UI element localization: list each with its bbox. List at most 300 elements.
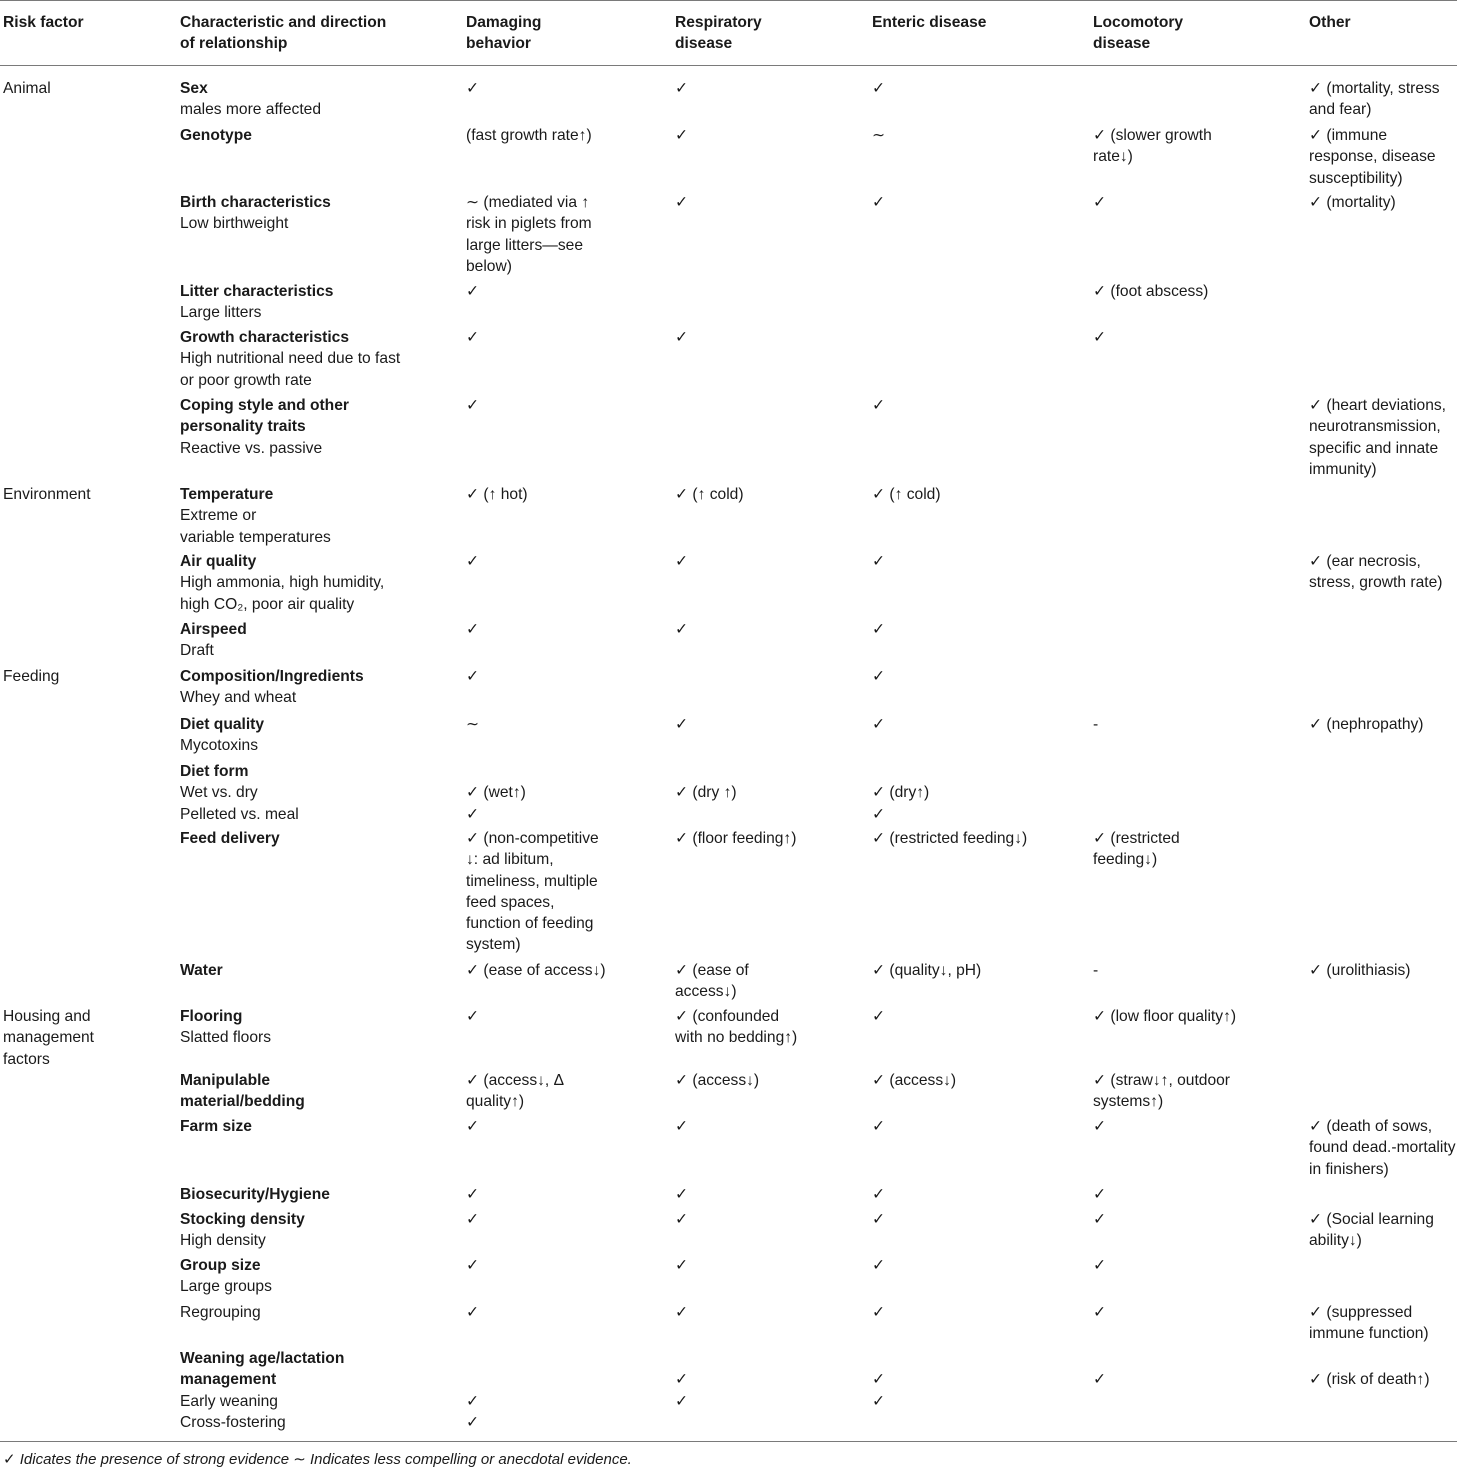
cell-text: ✓ bbox=[466, 1257, 480, 1274]
enteric-disease-cell bbox=[872, 619, 1082, 640]
respiratory-disease-cell bbox=[675, 761, 860, 804]
cell-text: ✓ bbox=[1093, 329, 1107, 346]
risk-factor-cell bbox=[3, 1006, 163, 1070]
cell-text: ✓ bbox=[675, 329, 689, 346]
cell-text: found dead.-mortality bbox=[1309, 1139, 1456, 1157]
cell-text: ✓ (floor feeding↑) bbox=[675, 830, 797, 847]
enteric-disease-cell bbox=[872, 1070, 1082, 1091]
cell-text: ✓ bbox=[466, 1392, 480, 1410]
cell-text: ✓ bbox=[466, 80, 480, 97]
cell-text: ✓ bbox=[466, 1008, 480, 1025]
risk-factor-cell bbox=[3, 666, 163, 687]
cell-text: ✓ bbox=[675, 1257, 689, 1274]
cell-heading-text: Temperature bbox=[180, 486, 274, 503]
cell-text: ✓ bbox=[466, 329, 480, 346]
cell-text: ✓ (access↓) bbox=[872, 1072, 957, 1089]
characteristic-cell bbox=[180, 551, 460, 615]
locomotory-disease-cell bbox=[1093, 327, 1298, 348]
respiratory-disease-cell bbox=[675, 1070, 860, 1091]
respiratory-disease-cell bbox=[675, 327, 860, 348]
cell-text: immune function) bbox=[1309, 1325, 1429, 1343]
characteristic-cell bbox=[180, 1006, 460, 1049]
cell-text: ✓ bbox=[1093, 194, 1107, 211]
characteristic-cell bbox=[180, 395, 460, 459]
enteric-disease-cell bbox=[872, 1209, 1082, 1230]
cell-heading-text: Manipulable bbox=[180, 1072, 271, 1089]
cell-heading-text: Water bbox=[180, 962, 223, 979]
locomotory-disease-cell bbox=[1093, 1348, 1298, 1391]
cell-text: ✓ bbox=[872, 1304, 886, 1321]
other-cell bbox=[1309, 125, 1457, 189]
enteric-disease-cell bbox=[872, 761, 1082, 825]
cell-text: ✓ (↑ cold) bbox=[675, 486, 744, 503]
cell-text: neurotransmission, bbox=[1309, 418, 1441, 436]
respiratory-disease-cell bbox=[675, 828, 860, 849]
cell-text: large litters—see bbox=[466, 236, 583, 254]
cell-heading-text: Airspeed bbox=[180, 621, 247, 638]
cell-text: ✓ (suppressed bbox=[1309, 1304, 1413, 1321]
cell-heading-text: Farm size bbox=[180, 1118, 252, 1135]
cell-text: Housing and bbox=[3, 1008, 91, 1025]
cell-heading-text: Feed delivery bbox=[180, 830, 280, 847]
characteristic-cell bbox=[180, 1070, 460, 1113]
cell-text: ∼ bbox=[872, 127, 886, 144]
bottom-rule bbox=[0, 1441, 1457, 1442]
cell-text: with no bedding↑) bbox=[675, 1029, 798, 1047]
cell-text: in finishers) bbox=[1309, 1160, 1389, 1178]
cell-text: ✓ (wet↑) bbox=[466, 784, 526, 802]
damaging-behavior-cell bbox=[466, 1302, 666, 1323]
characteristic-cell bbox=[180, 327, 460, 391]
enteric-disease-cell bbox=[872, 1184, 1082, 1205]
cell-text bbox=[466, 761, 666, 782]
cell-text: Early weaning bbox=[180, 1392, 278, 1410]
enteric-disease-cell bbox=[872, 960, 1082, 981]
cell-heading-text: Sex bbox=[180, 80, 208, 97]
cell-text: ✓ bbox=[1093, 1257, 1107, 1274]
cell-heading-text: material/bedding bbox=[180, 1093, 305, 1111]
cell-text: ✓ bbox=[872, 397, 886, 414]
cell-text: males more affected bbox=[180, 101, 321, 119]
cell-text bbox=[872, 761, 1082, 782]
cell-text: ✓ (slower growth bbox=[1093, 127, 1212, 144]
cell-text: - bbox=[1093, 716, 1099, 733]
cell-text: ✓ bbox=[1093, 1118, 1107, 1135]
enteric-disease-cell bbox=[872, 395, 1082, 416]
characteristic-cell bbox=[180, 1116, 460, 1137]
characteristic-cell bbox=[180, 960, 460, 981]
cell-text: below) bbox=[466, 257, 512, 275]
respiratory-disease-cell bbox=[675, 1116, 860, 1137]
locomotory-disease-cell bbox=[1093, 1006, 1298, 1027]
respiratory-disease-cell bbox=[675, 551, 860, 572]
cell-heading-text: Genotype bbox=[180, 127, 252, 144]
other-cell bbox=[1309, 192, 1457, 213]
enteric-disease-cell bbox=[872, 192, 1082, 213]
cell-text: function of feeding bbox=[466, 915, 594, 933]
damaging-behavior-cell bbox=[466, 281, 666, 302]
characteristic-cell bbox=[180, 78, 460, 121]
respiratory-disease-cell bbox=[675, 192, 860, 213]
cell-text: ✓ (ease of bbox=[675, 962, 749, 979]
cell-text: ✓ bbox=[466, 1304, 480, 1321]
cell-text: ∼ (mediated via ↑ bbox=[466, 194, 590, 211]
cell-text: ✓ (ease of access↓) bbox=[466, 962, 606, 979]
cell-text: ✓ bbox=[675, 716, 689, 733]
cell-text: ✓ bbox=[466, 1118, 480, 1135]
other-cell bbox=[1309, 78, 1457, 121]
characteristic-cell bbox=[180, 1348, 460, 1433]
cell-text: ✓ (↑ cold) bbox=[872, 486, 941, 503]
cell-text: ✓ bbox=[872, 716, 886, 733]
cell-text: ✓ (risk of death↑) bbox=[1309, 1371, 1430, 1389]
other-cell bbox=[1309, 1116, 1457, 1180]
cell-text: ✓ bbox=[1093, 1371, 1107, 1389]
cell-text: Low birthweight bbox=[180, 215, 289, 233]
cell-text: (fast growth rate↑) bbox=[466, 127, 592, 144]
locomotory-disease-cell bbox=[1093, 960, 1298, 981]
cell-text: ✓ (ear necrosis, bbox=[1309, 553, 1421, 570]
cell-text: ✓ bbox=[872, 1371, 886, 1389]
enteric-disease-cell bbox=[872, 1302, 1082, 1323]
cell-text: ✓ bbox=[1093, 1186, 1107, 1203]
cell-text: ✓ (urolithiasis) bbox=[1309, 962, 1411, 979]
cell-text bbox=[1309, 1348, 1457, 1369]
cell-text: quality↑) bbox=[466, 1093, 525, 1111]
cell-text: system) bbox=[466, 936, 521, 954]
damaging-behavior-cell bbox=[466, 192, 666, 277]
cell-text: factors bbox=[3, 1050, 50, 1068]
cell-text: ✓ bbox=[675, 1211, 689, 1228]
damaging-behavior-cell bbox=[466, 551, 666, 572]
damaging-behavior-cell bbox=[466, 761, 666, 825]
damaging-behavior-cell bbox=[466, 1070, 666, 1113]
damaging-behavior-cell bbox=[466, 666, 666, 687]
locomotory-disease-cell bbox=[1093, 1070, 1298, 1113]
cell-text: immunity) bbox=[1309, 460, 1377, 478]
cell-text: ✓ (low floor quality↑) bbox=[1093, 1008, 1237, 1025]
cell-text bbox=[872, 1348, 1082, 1369]
enteric-disease-cell bbox=[872, 1348, 1082, 1412]
cell-text: systems↑) bbox=[1093, 1093, 1164, 1111]
damaging-behavior-cell bbox=[466, 619, 666, 640]
respiratory-disease-cell bbox=[675, 1184, 860, 1205]
respiratory-disease-cell bbox=[675, 1348, 860, 1412]
cell-text: ✓ bbox=[466, 283, 480, 300]
locomotory-disease-cell bbox=[1093, 828, 1298, 871]
characteristic-cell bbox=[180, 1184, 460, 1205]
cell-text: High ammonia, high humidity, bbox=[180, 574, 385, 592]
enteric-disease-cell bbox=[872, 828, 1082, 849]
header-rule bbox=[0, 65, 1457, 66]
cell-text: and fear) bbox=[1309, 101, 1372, 119]
damaging-behavior-cell bbox=[466, 327, 666, 348]
enteric-disease-cell bbox=[872, 1255, 1082, 1276]
cell-text: Whey and wheat bbox=[180, 689, 297, 707]
cell-text: Extreme or bbox=[180, 507, 257, 525]
cell-text: ✓ (dry↑) bbox=[872, 784, 930, 802]
cell-text: ✓ (nephropathy) bbox=[1309, 716, 1424, 733]
cell-text: ✓ bbox=[872, 668, 886, 685]
cell-text: ✓ bbox=[675, 1371, 689, 1389]
respiratory-disease-cell bbox=[675, 1006, 860, 1049]
cell-text: Cross-fostering bbox=[180, 1413, 286, 1431]
enteric-disease-cell bbox=[872, 666, 1082, 687]
cell-text bbox=[675, 1348, 860, 1369]
cell-text: ✓ bbox=[675, 621, 689, 638]
cell-text: ✓ bbox=[872, 194, 886, 211]
cell-text: ✓ bbox=[675, 553, 689, 570]
cell-heading-text: Diet form bbox=[180, 763, 249, 780]
cell-text: ✓ bbox=[466, 805, 480, 823]
cell-text: ✓ (↑ hot) bbox=[466, 486, 528, 503]
header-locomotory-disease: Locomotory disease bbox=[1093, 14, 1184, 53]
cell-text: ✓ (straw↓↑, outdoor bbox=[1093, 1072, 1230, 1089]
cell-text: ✓ bbox=[675, 1392, 689, 1410]
cell-heading-text: Group size bbox=[180, 1257, 261, 1274]
cell-text bbox=[466, 1348, 666, 1369]
locomotory-disease-cell bbox=[1093, 1302, 1298, 1323]
cell-text: timeliness, multiple bbox=[466, 872, 598, 890]
characteristic-cell bbox=[180, 1255, 460, 1298]
cell-text: - bbox=[1093, 962, 1099, 979]
cell-text: ✓ bbox=[872, 80, 886, 97]
locomotory-disease-cell bbox=[1093, 125, 1298, 168]
damaging-behavior-cell bbox=[466, 714, 666, 735]
damaging-behavior-cell bbox=[466, 1184, 666, 1205]
cell-text: ✓ bbox=[1093, 1211, 1107, 1228]
cell-heading-text: Diet quality bbox=[180, 716, 265, 733]
cell-text: ✓ (immune bbox=[1309, 127, 1388, 144]
cell-text: access↓) bbox=[675, 983, 737, 1001]
risk-factor-cell bbox=[3, 484, 163, 505]
cell-text: ✓ (non-competitive bbox=[466, 830, 599, 847]
cell-text: feeding↓) bbox=[1093, 851, 1158, 869]
damaging-behavior-cell bbox=[466, 1348, 666, 1433]
cell-text: ✓ bbox=[872, 1118, 886, 1135]
cell-heading-text: management bbox=[180, 1371, 277, 1389]
characteristic-cell bbox=[180, 666, 460, 709]
respiratory-disease-cell bbox=[675, 619, 860, 640]
header-characteristic: Characteristic and direction of relationship bbox=[180, 14, 387, 53]
locomotory-disease-cell bbox=[1093, 1184, 1298, 1205]
cell-text: ✓ (access↓, Δ bbox=[466, 1072, 565, 1089]
cell-text: ✓ bbox=[1093, 1304, 1107, 1321]
cell-text: Large groups bbox=[180, 1278, 272, 1296]
cell-text: ✓ (Social learning bbox=[1309, 1211, 1434, 1228]
cell-text: Pelleted vs. meal bbox=[180, 805, 299, 823]
characteristic-cell bbox=[180, 1209, 460, 1252]
cell-text bbox=[1093, 1348, 1298, 1369]
respiratory-disease-cell bbox=[675, 78, 860, 99]
cell-text: Feeding bbox=[3, 668, 60, 685]
cell-text: High density bbox=[180, 1232, 266, 1250]
cell-text: high CO₂, poor air quality bbox=[180, 595, 355, 613]
damaging-behavior-cell bbox=[466, 960, 666, 981]
characteristic-cell bbox=[180, 125, 460, 146]
characteristic-cell bbox=[180, 192, 460, 235]
cell-text: Slatted floors bbox=[180, 1029, 272, 1047]
cell-text: ✓ (confounded bbox=[675, 1008, 780, 1025]
damaging-behavior-cell bbox=[466, 828, 666, 956]
cell-text: Reactive vs. passive bbox=[180, 439, 323, 457]
characteristic-cell bbox=[180, 281, 460, 324]
cell-text: ✓ bbox=[675, 1118, 689, 1135]
cell-text: ✓ (access↓) bbox=[675, 1072, 760, 1089]
cell-text: ✓ bbox=[872, 805, 886, 823]
cell-text: stress, growth rate) bbox=[1309, 574, 1443, 592]
cell-text: response, disease bbox=[1309, 148, 1436, 166]
characteristic-cell bbox=[180, 484, 460, 548]
cell-text: ✓ bbox=[466, 1211, 480, 1228]
cell-text: ✓ bbox=[872, 553, 886, 570]
cell-text: ✓ (mortality, stress bbox=[1309, 80, 1440, 97]
damaging-behavior-cell bbox=[466, 125, 666, 146]
respiratory-disease-cell bbox=[675, 960, 860, 1003]
cell-text: Animal bbox=[3, 80, 51, 97]
cell-heading-text: Composition/Ingredients bbox=[180, 668, 364, 685]
cell-text: ✓ (dry ↑) bbox=[675, 784, 737, 802]
enteric-disease-cell bbox=[872, 714, 1082, 735]
cell-heading-text: personality traits bbox=[180, 418, 306, 436]
cell-heading-text: Birth characteristics bbox=[180, 194, 331, 211]
cell-text: ✓ (mortality) bbox=[1309, 194, 1396, 211]
cell-heading-text: Biosecurity/Hygiene bbox=[180, 1186, 330, 1203]
cell-heading-text: Litter characteristics bbox=[180, 283, 334, 300]
cell-text: ↓: ad libitum, bbox=[466, 851, 554, 869]
cell-text: ✓ bbox=[466, 668, 480, 685]
cell-text: ✓ bbox=[466, 621, 480, 638]
characteristic-cell bbox=[180, 761, 460, 825]
respiratory-disease-cell bbox=[675, 1255, 860, 1276]
enteric-disease-cell bbox=[872, 125, 1082, 146]
header-respiratory-disease: Respiratory disease bbox=[675, 14, 762, 53]
table-footnote: ✓ Idicates the presence of strong evidence ∼ Indicates less compelling or anecdotal evidence. bbox=[3, 1451, 632, 1468]
locomotory-disease-cell bbox=[1093, 1209, 1298, 1230]
cell-text: ✓ (restricted feeding↓) bbox=[872, 830, 1028, 847]
cell-text: specific and innate bbox=[1309, 439, 1439, 457]
respiratory-disease-cell bbox=[675, 484, 860, 505]
cell-heading-text: Air quality bbox=[180, 553, 257, 570]
enteric-disease-cell bbox=[872, 551, 1082, 572]
damaging-behavior-cell bbox=[466, 1006, 666, 1027]
respiratory-disease-cell bbox=[675, 1209, 860, 1230]
cell-text: High nutritional need due to fast bbox=[180, 350, 401, 368]
cell-text: ✓ (quality↓, pH) bbox=[872, 962, 982, 979]
cell-heading-text: Growth characteristics bbox=[180, 329, 349, 346]
cell-text: management bbox=[3, 1029, 95, 1047]
cell-heading-text: Coping style and other bbox=[180, 397, 349, 414]
cell-text: ✓ bbox=[675, 1186, 689, 1203]
cell-heading-text: Weaning age/lactation bbox=[180, 1350, 345, 1367]
cell-text: variable temperatures bbox=[180, 528, 331, 546]
characteristic-cell bbox=[180, 619, 460, 662]
respiratory-disease-cell bbox=[675, 1302, 860, 1323]
cell-text: ✓ bbox=[872, 1186, 886, 1203]
other-cell bbox=[1309, 1209, 1457, 1252]
characteristic-cell bbox=[180, 714, 460, 757]
locomotory-disease-cell bbox=[1093, 1116, 1298, 1137]
cell-heading-text: Flooring bbox=[180, 1008, 243, 1025]
damaging-behavior-cell bbox=[466, 78, 666, 99]
top-rule bbox=[0, 0, 1457, 1]
cell-text: ✓ bbox=[675, 1304, 689, 1321]
risk-factor-cell bbox=[3, 78, 163, 99]
locomotory-disease-cell bbox=[1093, 281, 1298, 302]
cell-heading-text: Stocking density bbox=[180, 1211, 305, 1228]
cell-text: ✓ bbox=[872, 1257, 886, 1274]
cell-text: or poor growth rate bbox=[180, 371, 312, 389]
cell-text: risk in piglets from bbox=[466, 215, 592, 233]
damaging-behavior-cell bbox=[466, 395, 666, 416]
locomotory-disease-cell bbox=[1093, 192, 1298, 213]
header-damaging-behavior: Damaging behavior bbox=[466, 14, 542, 53]
other-cell bbox=[1309, 395, 1457, 480]
header-risk-factor: Risk factor bbox=[3, 14, 84, 31]
cell-text: ✓ bbox=[872, 1392, 886, 1410]
cell-text: ✓ (death of sows, bbox=[1309, 1118, 1433, 1135]
locomotory-disease-cell bbox=[1093, 1255, 1298, 1276]
cell-text: Draft bbox=[180, 642, 214, 660]
cell-text: Mycotoxins bbox=[180, 737, 258, 755]
damaging-behavior-cell bbox=[466, 1255, 666, 1276]
cell-text: ✓ bbox=[872, 1008, 886, 1025]
cell-text: Wet vs. dry bbox=[180, 784, 258, 802]
other-cell bbox=[1309, 714, 1457, 735]
cell-text: ✓ bbox=[675, 127, 689, 144]
header-enteric-disease: Enteric disease bbox=[872, 14, 987, 31]
header-other: Other bbox=[1309, 14, 1351, 31]
damaging-behavior-cell bbox=[466, 484, 666, 505]
respiratory-disease-cell bbox=[675, 714, 860, 735]
other-cell bbox=[1309, 1348, 1457, 1391]
cell-text: ✓ (foot abscess) bbox=[1093, 283, 1209, 300]
cell-text: ✓ bbox=[466, 1186, 480, 1203]
respiratory-disease-cell bbox=[675, 125, 860, 146]
cell-text: ✓ bbox=[675, 80, 689, 97]
cell-text bbox=[675, 761, 860, 782]
cell-text: feed spaces, bbox=[466, 893, 555, 911]
other-cell bbox=[1309, 1302, 1457, 1345]
locomotory-disease-cell bbox=[1093, 714, 1298, 735]
enteric-disease-cell bbox=[872, 78, 1082, 99]
cell-text: ∼ bbox=[466, 716, 480, 733]
damaging-behavior-cell bbox=[466, 1116, 666, 1137]
cell-text: ✓ bbox=[466, 1413, 480, 1431]
cell-text: ✓ (heart deviations, bbox=[1309, 397, 1447, 414]
cell-text: Regrouping bbox=[180, 1304, 261, 1321]
cell-text: ✓ (restricted bbox=[1093, 830, 1180, 847]
cell-text: ✓ bbox=[872, 621, 886, 638]
enteric-disease-cell bbox=[872, 484, 1082, 505]
enteric-disease-cell bbox=[872, 1116, 1082, 1137]
characteristic-cell bbox=[180, 828, 460, 849]
other-cell bbox=[1309, 551, 1457, 594]
cell-text: susceptibility) bbox=[1309, 169, 1403, 187]
cell-text: ✓ bbox=[872, 1211, 886, 1228]
cell-text: ✓ bbox=[675, 194, 689, 211]
cell-text bbox=[466, 1369, 666, 1390]
cell-text: Environment bbox=[3, 486, 91, 503]
enteric-disease-cell bbox=[872, 1006, 1082, 1027]
other-cell bbox=[1309, 960, 1457, 981]
cell-text: ability↓) bbox=[1309, 1232, 1362, 1250]
cell-text: ✓ bbox=[466, 397, 480, 414]
cell-text: rate↓) bbox=[1093, 148, 1133, 166]
cell-text: ✓ bbox=[466, 553, 480, 570]
damaging-behavior-cell bbox=[466, 1209, 666, 1230]
cell-text: Large litters bbox=[180, 304, 262, 322]
